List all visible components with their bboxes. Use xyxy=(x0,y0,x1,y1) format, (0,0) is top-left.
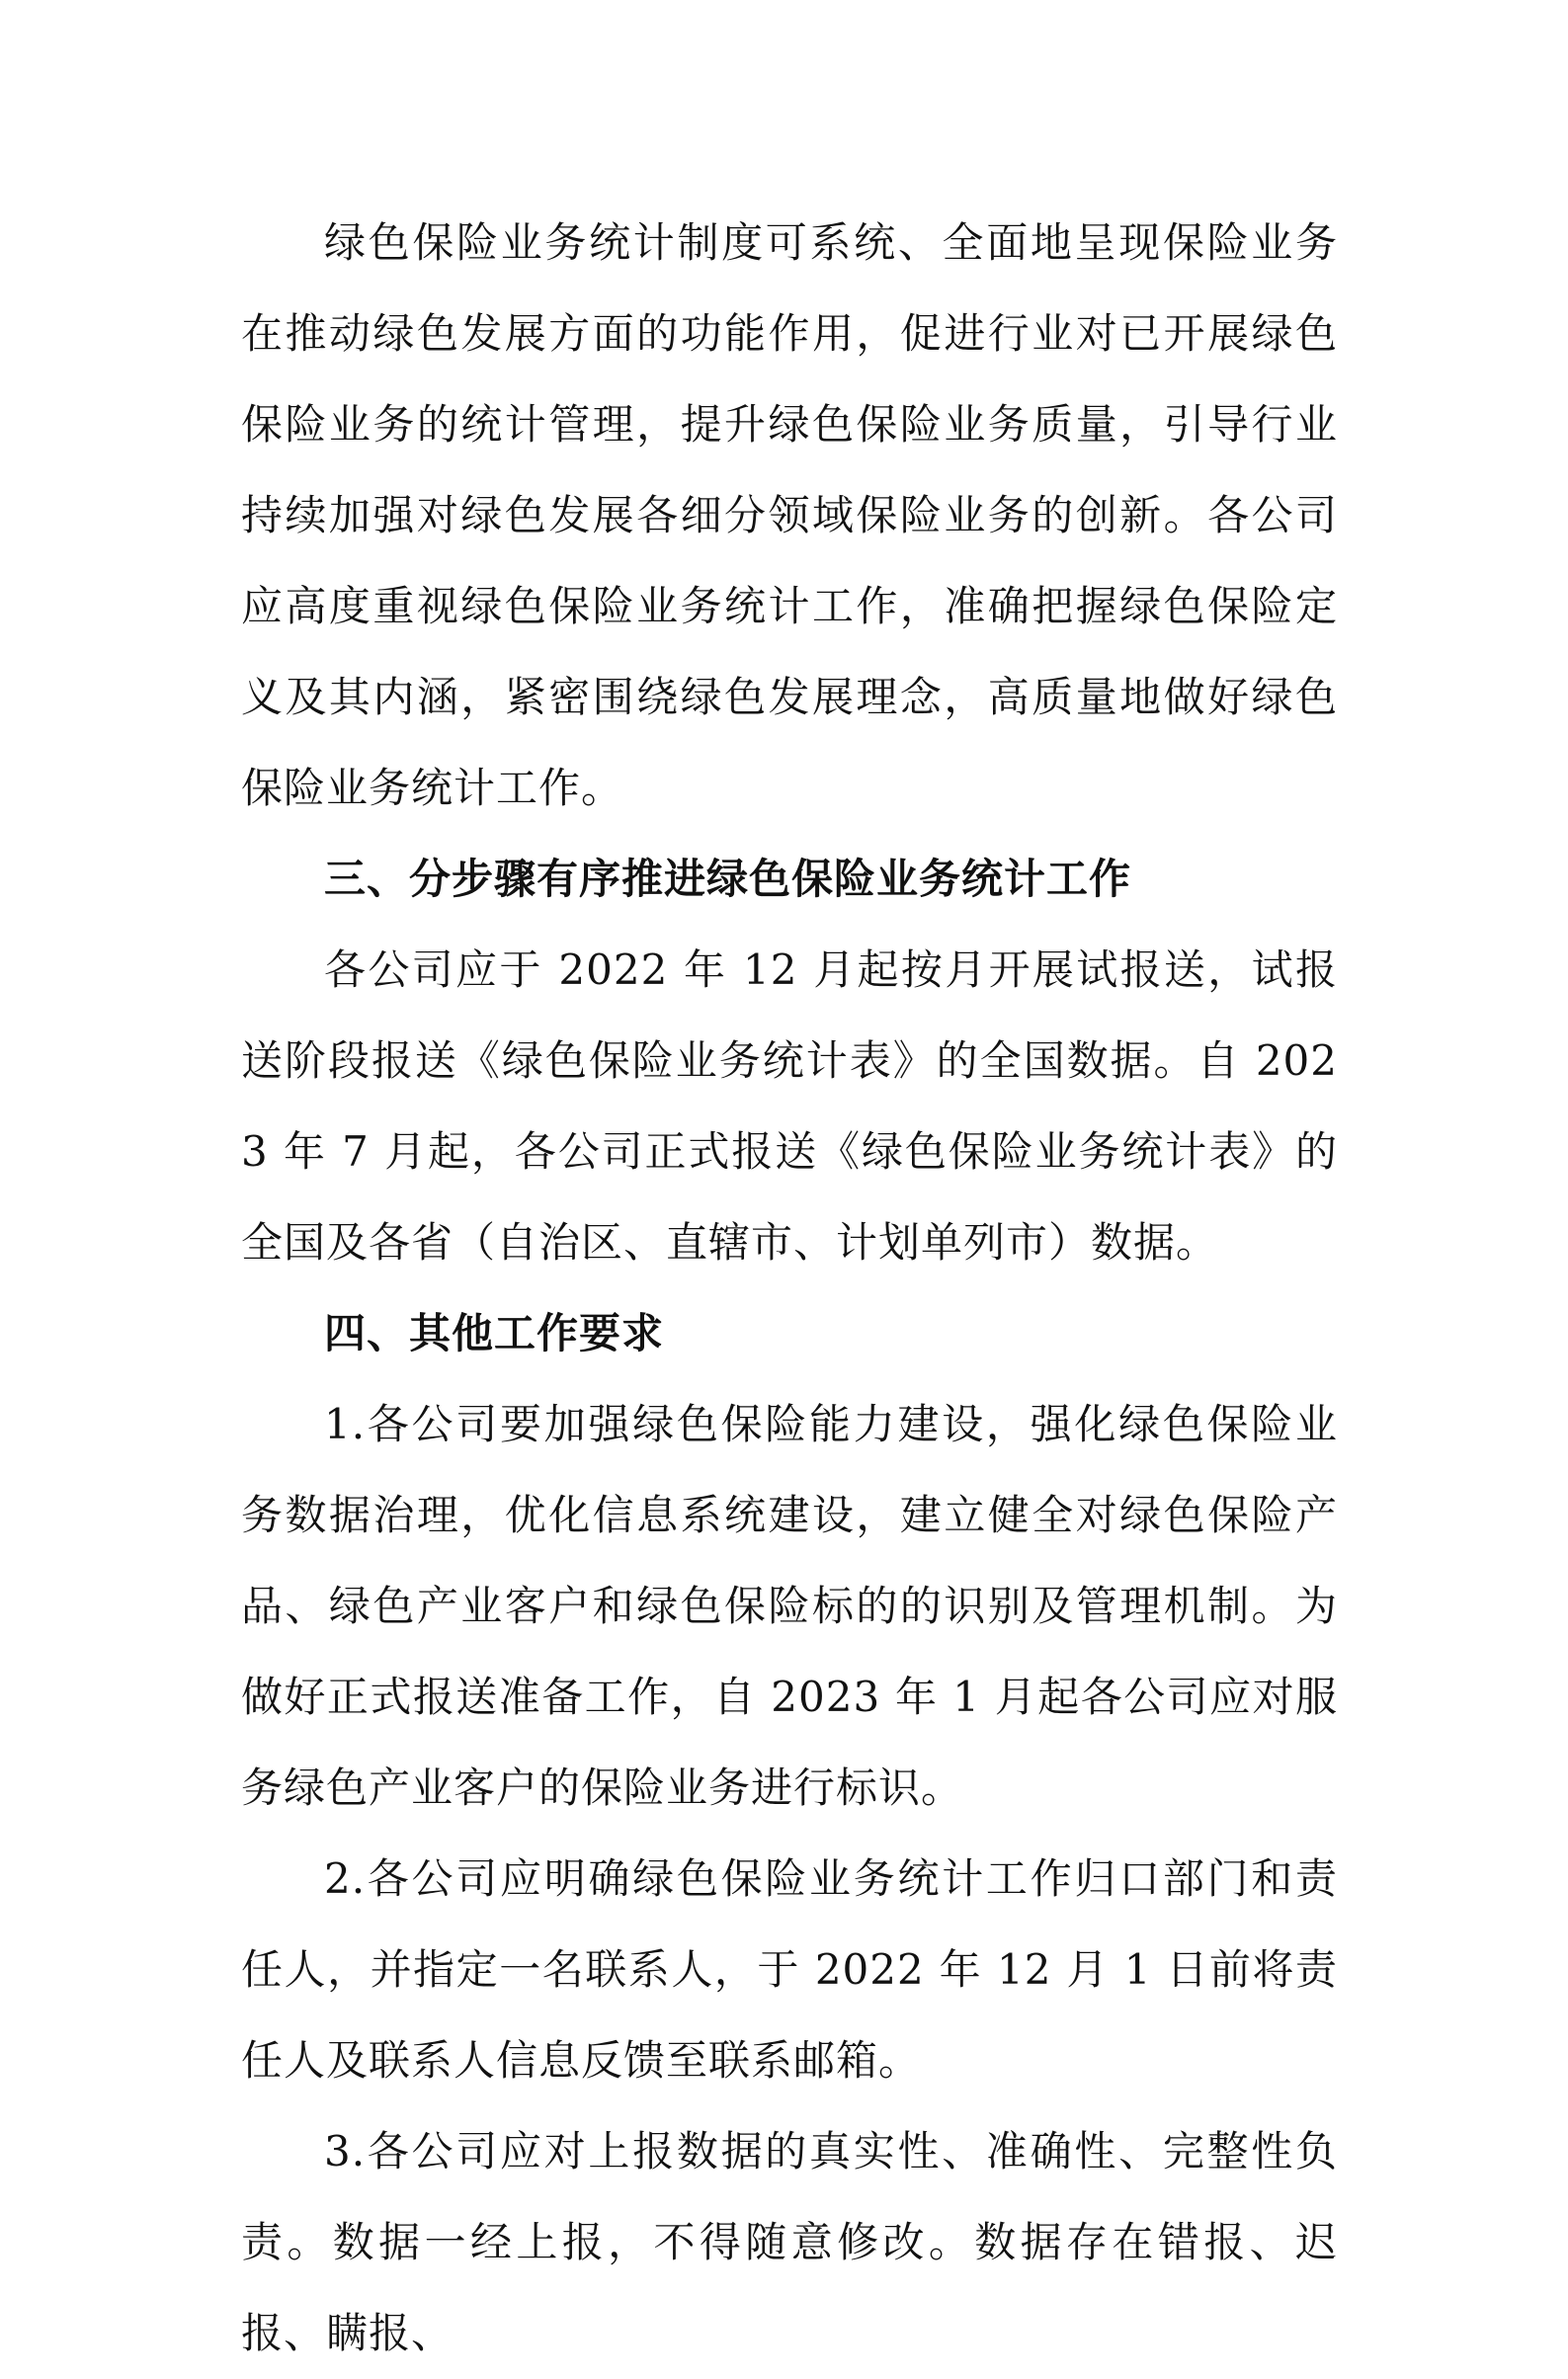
paragraph-requirement-2: 2.各公司应明确绿色保险业务统计工作归口部门和责任人，并指定一名联系人，于 2022 年 12 月 1 日前将责任人及联系人信息反馈至联系邮箱。 xyxy=(241,1854,1338,2085)
section-heading-4: 四、其他工作要求 xyxy=(324,1309,665,1357)
section-heading-3: 三、分步骤有序推进绿色保险业务统计工作 xyxy=(324,855,1132,903)
document-body xyxy=(241,198,1338,2379)
paragraph-reporting-schedule: 各公司应于 2022 年 12 月起按月开展试报送，试报送阶段报送《绿色保险业务统计表》的全国数据。自 2023 年 7 月起，各公司正式报送《绿色保险业务统计表》的全国及各省（自治区、直辖市、计划单列市）数据。 xyxy=(241,945,1338,1267)
paragraph-requirement-1: 1.各公司要加强绿色保险能力建设，强化绿色保险业务数据治理，优化信息系统建设，建立健全对绿色保险产品、绿色产业客户和绿色保险标的的识别及管理机制。为做好正式报送准备工作，自 2023 年 1 月起各公司应对服务绿色产业客户的保险业务进行标识。 xyxy=(241,1400,1338,1812)
paragraph-requirement-3: 3.各公司应对上报数据的真实性、准确性、完整性负责。数据一经上报，不得随意修改。数据存在错报、迟报、瞒报、 xyxy=(241,2127,1338,2357)
paragraph-green-insurance-statistics-purpose: 绿色保险业务统计制度可系统、全面地呈现保险业务在推动绿色发展方面的功能作用，促进行业对已开展绿色保险业务的统计管理，提升绿色保险业务质量，引导行业持续加强对绿色发展各细分领域保险业务的创新。各公司应高度重视绿色保险业务统计工作，准确把握绿色保险定义及其内涵，紧密围绕绿色发展理念，高质量地做好绿色保险业务统计工作。 xyxy=(241,218,1338,812)
